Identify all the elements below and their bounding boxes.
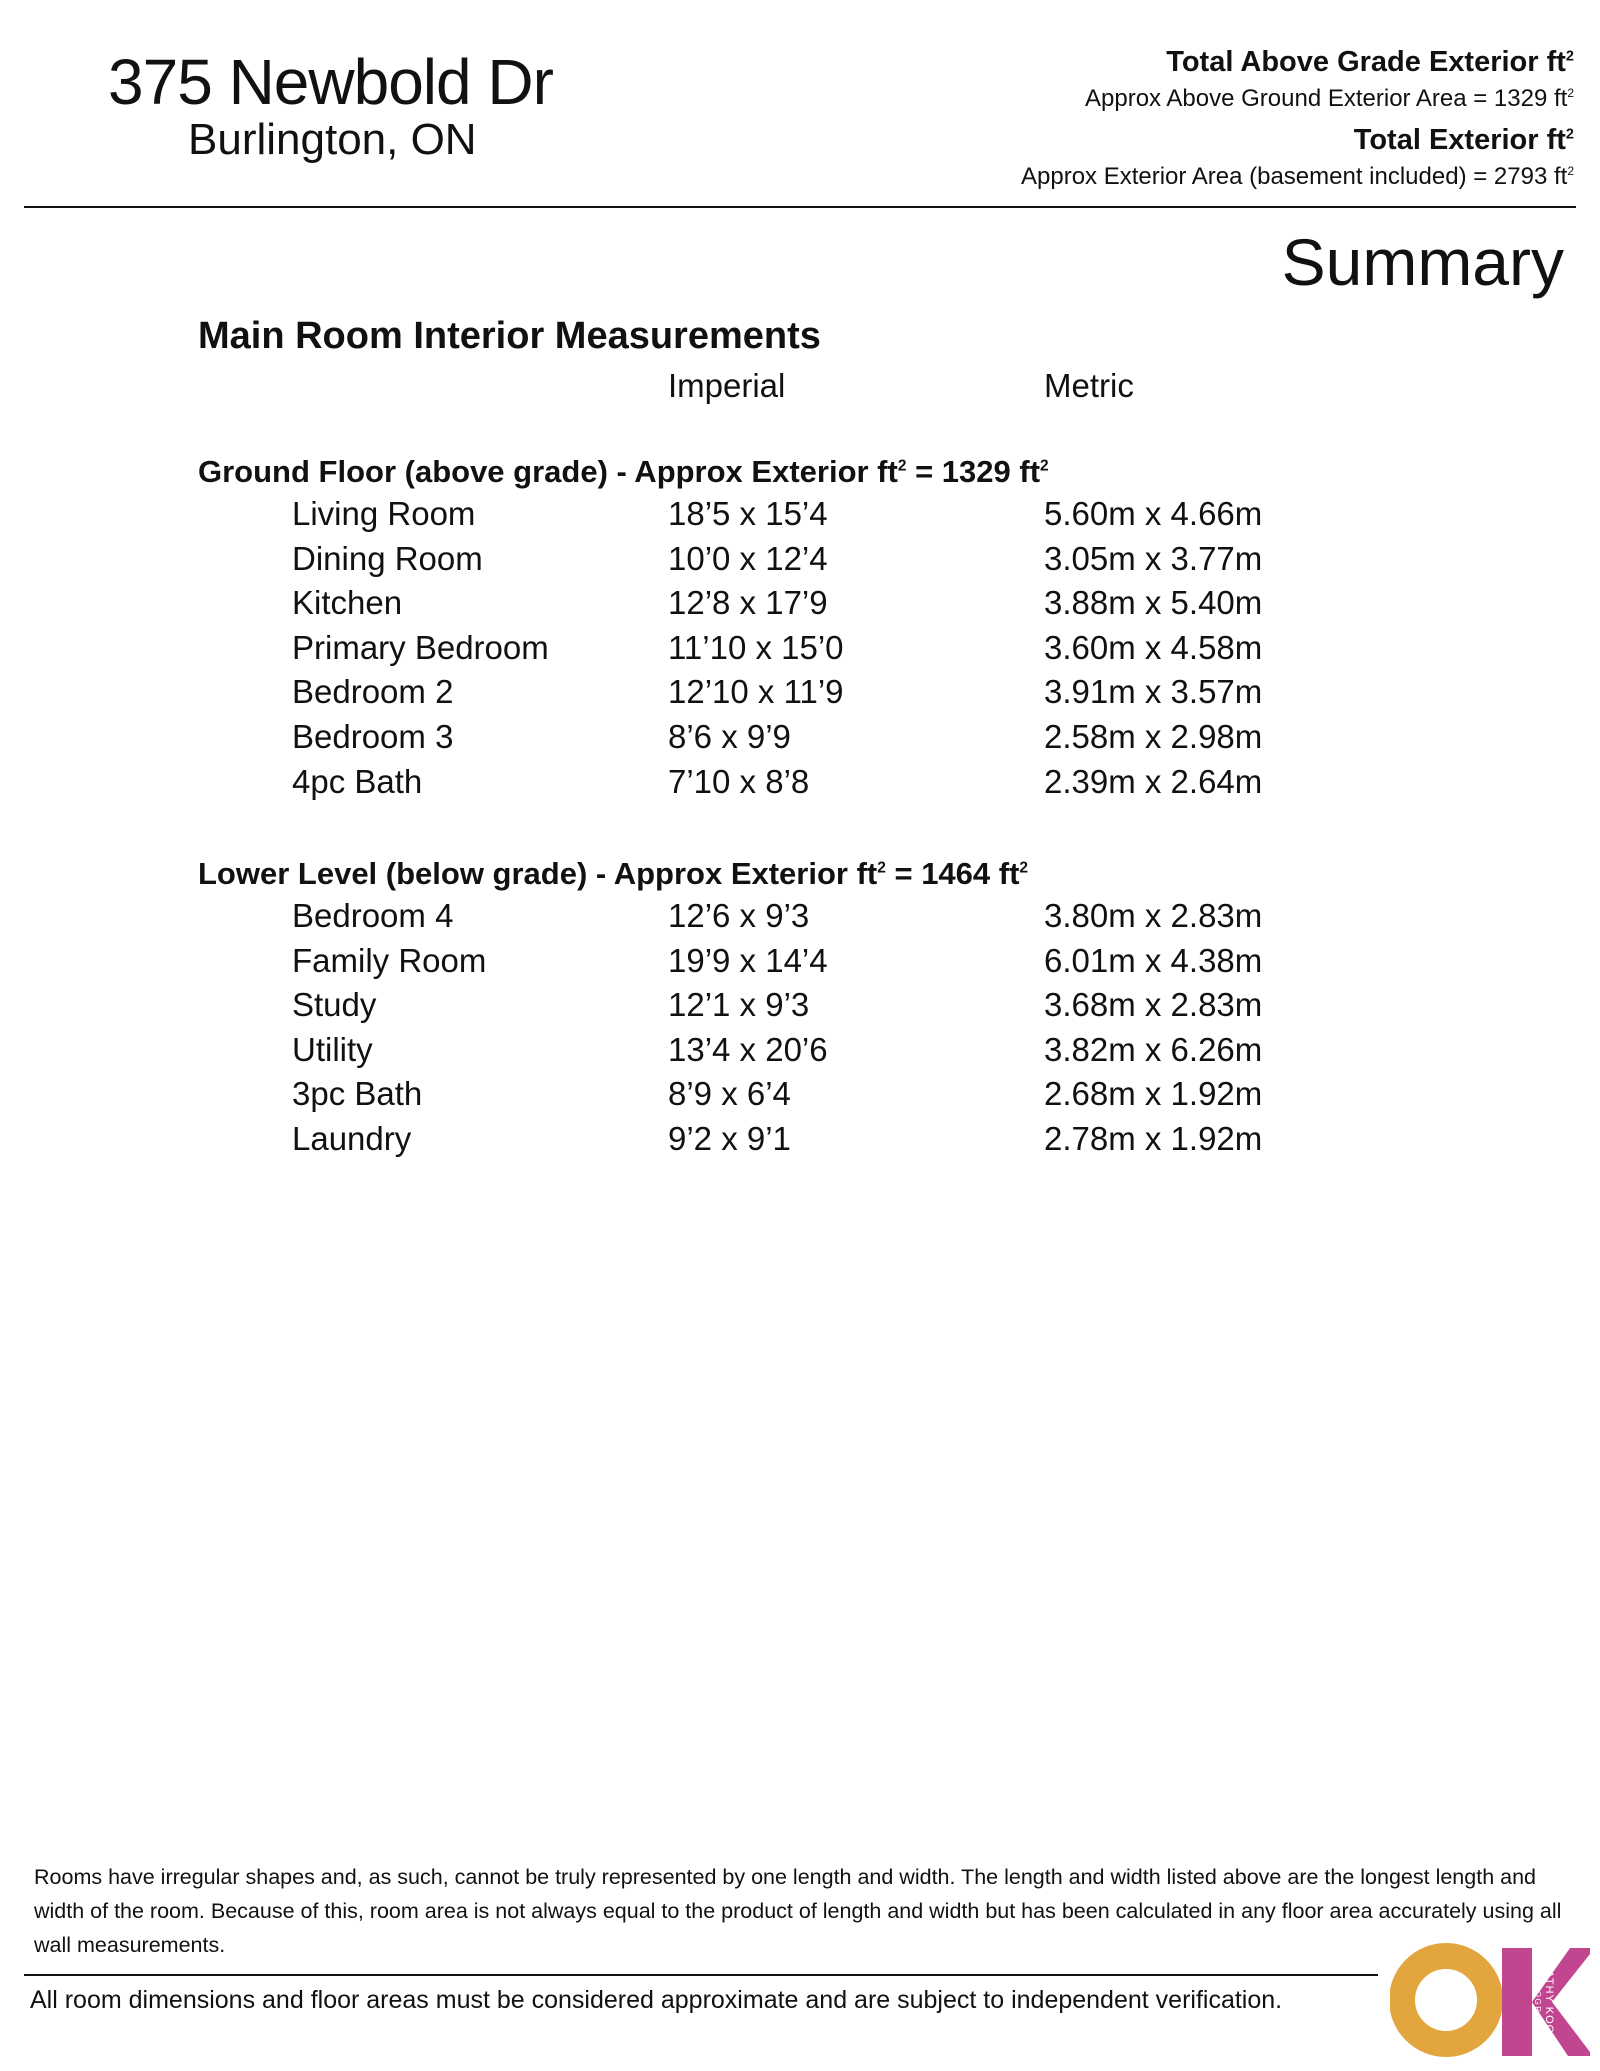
room-name: Bedroom 2 <box>292 673 454 711</box>
address-street: 375 Newbold Dr <box>108 46 553 118</box>
table-row <box>0 581 1400 626</box>
header-divider <box>24 206 1576 208</box>
room-metric: 3.60m x 4.58m <box>1044 628 1263 666</box>
table-row <box>0 492 1400 537</box>
table-row <box>0 715 1400 760</box>
table-row <box>0 670 1400 715</box>
column-header-metric: Metric <box>1044 367 1134 404</box>
room-metric: 2.39m x 2.64m <box>1044 762 1263 800</box>
room-imperial: 12’8 x 17’9 <box>668 584 828 622</box>
total-exterior-title: Total Exterior $ft^2$ <box>1353 124 1574 156</box>
above-grade-title: Total Above Grade Exterior $ft^2$ <box>1166 46 1574 78</box>
room-imperial: 12’6 x 9’3 <box>668 897 810 934</box>
room-name: Primary Bedroom <box>292 628 549 666</box>
room-name: Bedroom 3 <box>292 717 454 755</box>
page-title: Summary <box>1281 225 1564 299</box>
room-name: Utility <box>292 1030 373 1068</box>
room-name: 3pc Bath <box>292 1075 423 1113</box>
room-name: Dining Room <box>292 539 483 577</box>
room-name: Family Room <box>292 941 487 979</box>
column-header-imperial: Imperial <box>668 367 786 404</box>
room-metric: 3.91m x 3.57m <box>1044 673 1263 711</box>
total-exterior-area: Approx Exterior Area (basement included) = 2793 $ft^2$ <box>1021 163 1574 190</box>
logo-text-photography: PHOTOGRAPHY <box>1533 1962 1542 2042</box>
room-metric: 3.05m x 3.77m <box>1044 539 1263 577</box>
room-imperial: 12’1 x 9’3 <box>668 986 810 1024</box>
room-metric: 6.01m x 4.38m <box>1044 941 1263 979</box>
ground-floor-heading: Ground Floor (above grade) - Approx Exterior $ft^2 = 1329$ $ft^2$ <box>198 454 1049 489</box>
room-imperial: 11’10 x 15’0 <box>668 628 844 666</box>
room-metric: 2.78m x 1.92m <box>1044 1119 1263 1157</box>
lower-level-rooms <box>0 894 1400 1162</box>
room-metric: 2.58m x 2.98m <box>1044 717 1263 755</box>
lower-level-heading: Lower Level (below grade) - Approx Exterior $ft^2 = 1464$ $ft^2$ <box>198 856 1029 891</box>
logo-o-mark <box>1402 1956 1490 2044</box>
room-imperial: 7’10 x 8’8 <box>668 762 810 800</box>
room-name: Bedroom 4 <box>292 897 454 934</box>
table-row <box>0 1117 1400 1162</box>
table-row <box>0 626 1400 671</box>
room-name: 4pc Bath <box>292 762 423 800</box>
table-row <box>0 939 1400 984</box>
room-imperial: 8’9 x 6’4 <box>668 1075 791 1113</box>
ground-floor-rooms <box>0 492 1400 804</box>
disclaimer-text: Rooms have irregular shapes and, as such, cannot be truly represented by one length and width. The length and width listed above are the longest length and width of the room. Because of this, room area is not always equal to the product of length and width but has been calculated in any floor area accurately using all wall measurements. <box>34 1865 1562 1957</box>
room-imperial: 8’6 x 9’9 <box>668 717 791 755</box>
cathy-koop-logo <box>1390 1940 1590 2060</box>
room-name: Living Room <box>292 495 476 532</box>
room-name: Kitchen <box>292 584 403 622</box>
room-imperial: 13’4 x 20’6 <box>668 1030 828 1068</box>
room-metric: 3.82m x 6.26m <box>1044 1030 1263 1068</box>
area-totals <box>574 42 1574 198</box>
room-imperial: 18’5 x 15’4 <box>668 495 828 532</box>
room-imperial: 19’9 x 14’4 <box>668 941 828 979</box>
footer-note: All room dimensions and floor areas must be considered approximate and are subject to independent verification. <box>30 1986 1283 2014</box>
room-imperial: 9’2 x 9’1 <box>668 1119 791 1157</box>
room-imperial: 12’10 x 11’9 <box>668 673 844 711</box>
room-imperial: 10’0 x 12’4 <box>668 539 828 577</box>
table-row <box>0 1028 1400 1073</box>
logo-text-name: CATHY KOOP <box>1543 1961 1555 2043</box>
room-name: Study <box>292 986 377 1024</box>
table-row <box>0 983 1400 1028</box>
room-metric: 2.68m x 1.92m <box>1044 1075 1263 1113</box>
room-metric: 3.80m x 2.83m <box>1044 897 1263 934</box>
room-metric: 5.60m x 4.66m <box>1044 495 1263 532</box>
footer-divider <box>24 1974 1378 1976</box>
address-city: Burlington, ON <box>188 115 477 164</box>
table-row <box>0 1072 1400 1117</box>
room-metric: 3.68m x 2.83m <box>1044 986 1263 1024</box>
table-row <box>0 537 1400 582</box>
table-row <box>0 894 1400 939</box>
table-row <box>0 760 1400 805</box>
room-name: Laundry <box>292 1119 412 1157</box>
section-title: Main Room Interior Measurements <box>198 315 821 357</box>
room-metric: 3.88m x 5.40m <box>1044 584 1263 622</box>
above-grade-area: Approx Above Ground Exterior Area = 1329 $ft^2$ <box>1085 85 1574 112</box>
